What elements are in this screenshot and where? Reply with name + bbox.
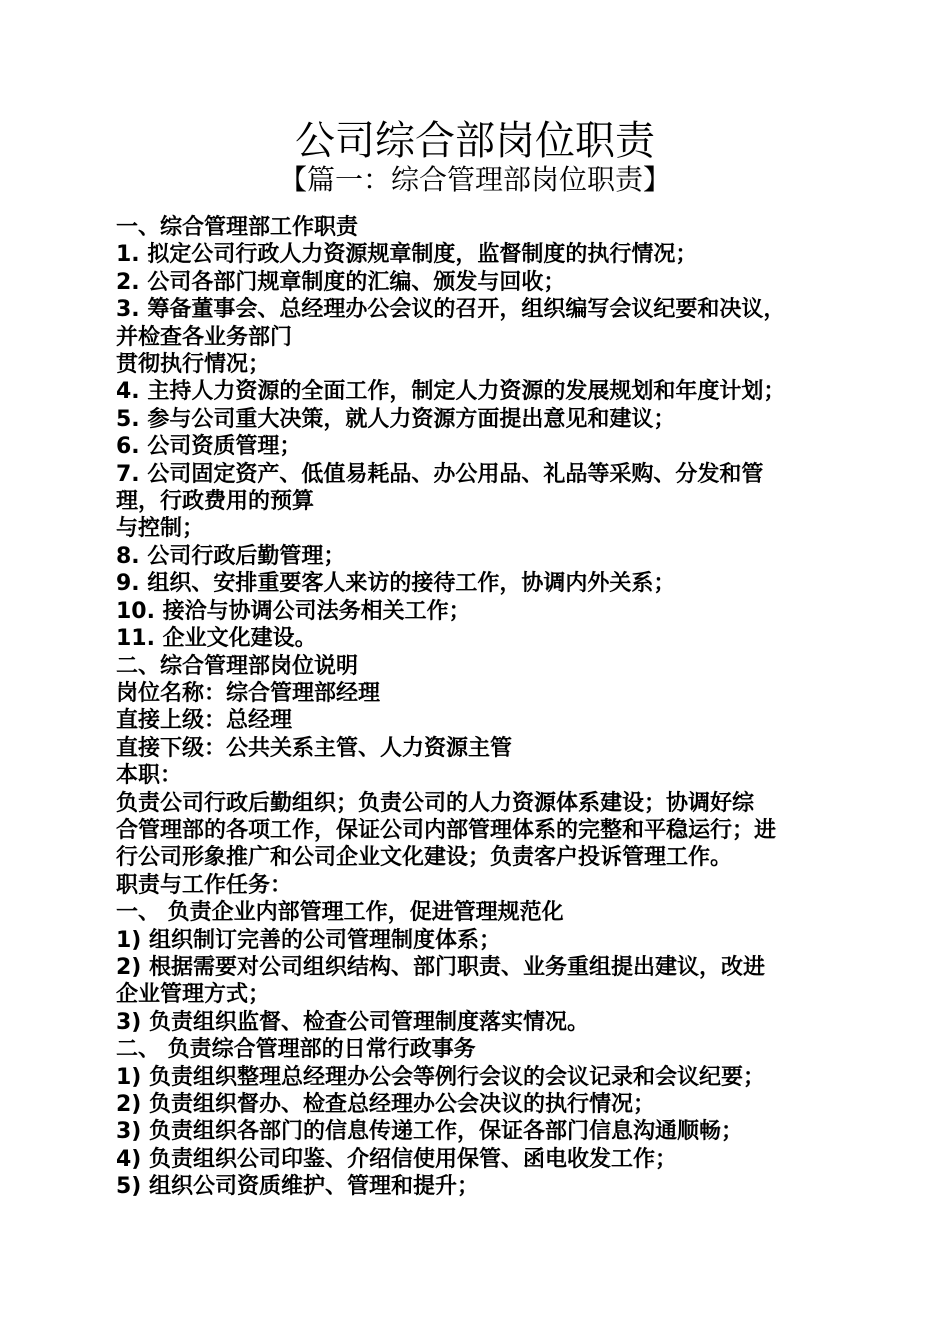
page-subtitle: 【篇一：综合管理部岗位职责】: [278, 163, 671, 196]
text-line: 贯彻执行情况；: [116, 352, 271, 378]
section-heading: 一、 负责企业内部管理工作，促进管理规范化: [116, 900, 564, 926]
text-line: 4) 负责组织公司印鉴、介绍信使用保管、函电收发工作；: [116, 1146, 678, 1172]
text-line: 4. 主持人力资源的全面工作，制定人力资源的发展规划和年度计划；: [116, 379, 786, 405]
text-line: 5. 参与公司重大决策，就人力资源方面提出意见和建议；: [116, 406, 676, 432]
text-line: 6. 公司资质管理；: [116, 434, 302, 460]
text-line: 2) 负责组织督办、检查总经理办公会决议的执行情况；: [116, 1092, 656, 1117]
text-line: 3) 负责组织各部门的信息传递工作，保证各部门信息沟通顺畅；: [116, 1119, 744, 1145]
text-line: 岗位名称：综合管理部经理: [116, 680, 381, 706]
section-heading: 二、综合管理部岗位说明: [116, 653, 359, 679]
text-line: 11. 企业文化建设。: [116, 626, 317, 652]
page-title: 公司综合部岗位职责: [295, 118, 655, 164]
text-line: 2. 公司各部门规章制度的汇编、颁发与回收；: [116, 269, 566, 295]
text-line: 8. 公司行政后勤管理；: [116, 543, 346, 569]
text-line: 一、综合管理部工作职责: [116, 215, 359, 240]
text-line: 理，行政费用的预算: [116, 489, 315, 515]
text-line: 3) 负责组织监督、检查公司管理制度落实情况。: [116, 1009, 590, 1035]
text-line: 直接下级：公共关系主管、人力资源主管: [116, 735, 513, 761]
text-line: 合管理部的各项工作，保证公司内部管理体系的完整和平稳运行；进: [116, 817, 777, 843]
text-line: 直接上级：总经理: [116, 708, 293, 734]
section-heading: 二、 负责综合管理部的日常行政事务: [116, 1037, 476, 1063]
text-line: 3. 筹备董事会、总经理办公会议的召开，组织编写会议纪要和决议，: [116, 297, 786, 323]
text-line: 与控制；: [116, 516, 205, 542]
text-line: 行公司形象推广和公司企业文化建设；负责客户投诉管理工作。: [116, 845, 733, 871]
text-line: 10. 接洽与协调公司法务相关工作；: [116, 598, 471, 624]
text-line: 1) 组织制订完善的公司管理制度体系；: [116, 927, 502, 953]
text-line: 5) 组织公司资质维护、管理和提升；: [116, 1174, 480, 1200]
text-line: 1) 负责组织整理总经理办公会等例行会议的会议记录和会议纪要；: [116, 1064, 766, 1090]
text-line: 负责公司行政后勤组织；负责公司的人力资源体系建设；协调好综: [116, 790, 755, 816]
text-line: 职责与工作任务：: [116, 872, 293, 898]
text-line: 7. 公司固定资产、低值易耗品、办公用品、礼品等采购、分发和管: [116, 461, 764, 487]
text-line: 并检查各业务部门: [116, 324, 293, 350]
text-line: 2) 根据需要对公司组织结构、部门职责、业务重组提出建议，改进: [116, 954, 766, 980]
text-line: 企业管理方式；: [116, 982, 271, 1008]
text-line: 9. 组织、安排重要客人来访的接待工作，协调内外关系；: [116, 571, 676, 597]
text-line: 1. 拟定公司行政人力资源规章制度，监督制度的执行情况；: [116, 242, 698, 268]
text-line: 本职：: [116, 763, 183, 789]
document-body: [116, 214, 838, 1201]
